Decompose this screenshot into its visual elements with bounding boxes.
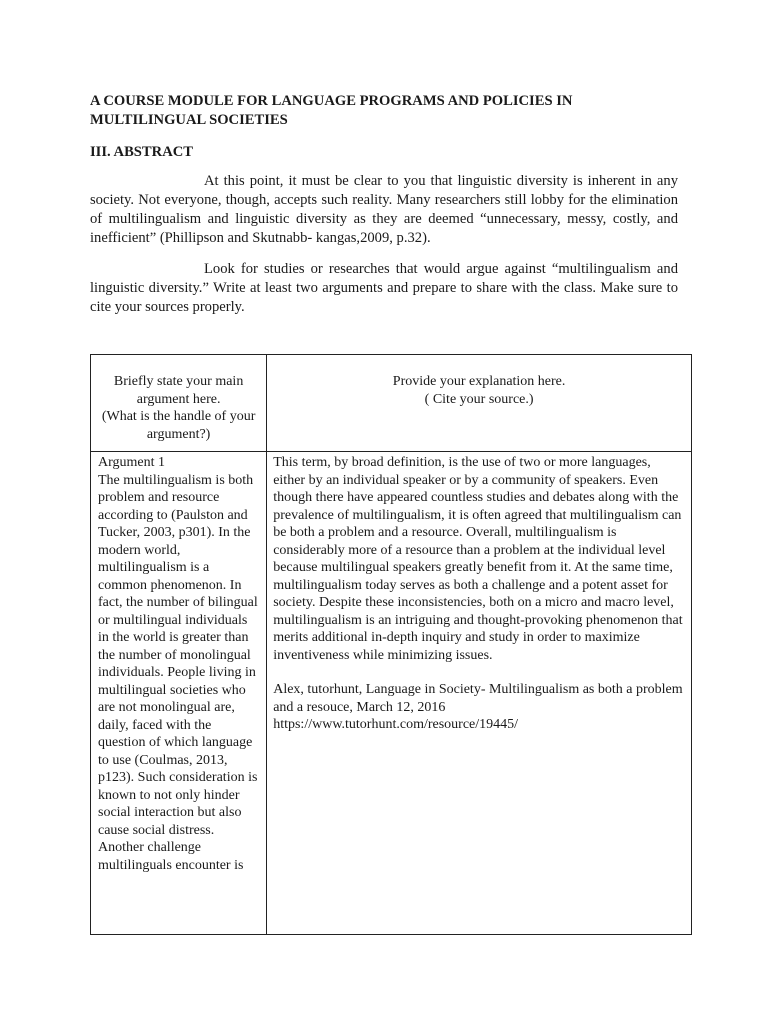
abstract-paragraph-1: At this point, it must be clear to you that linguistic diversity is inherent in any society. Not everyone, though, accepts such reality. Many researchers still lobby for the elimination of multilingualism and linguistic diversity as they are deemed “unnecessary, messy, costly, and inefficient” (Phillipson and Skutnabb- kangas,2009, p.32).	[90, 173, 678, 246]
section-heading: III. ABSTRACT	[90, 144, 194, 160]
abstract-paragraph-2: Look for studies or researches that would argue against “multilingualism and linguistic diversity.” Write at least two arguments and prepare to share with the class. Make sure to cite your sources properly.	[90, 261, 678, 315]
citation	[273, 681, 685, 734]
argument-label: Argument 1	[98, 455, 166, 470]
header-argument-text: Briefly state your main argument here.	[113, 374, 244, 407]
argument-cell[interactable]	[91, 452, 267, 935]
table-row	[91, 452, 692, 935]
title-line-2: MULTILINGUAL SOCIETIES	[90, 112, 288, 128]
citation-url: https://www.tutorhunt.com/resource/19445/	[273, 717, 519, 732]
table-header-row	[91, 355, 692, 452]
header-argument-hint: (What is the handle of your argument?)	[101, 409, 256, 442]
explanation-text: This term, by broad definition, is the use of two or more languages, either by an individual speaker or by a community of speakers. Even though there have appeared countless studies and debates along with the prevalence of multilingualism, it is often agreed that multilingualism can be both a problem and a resource. Overall, multilingualism is considerably more of a resource than a problem at the individual level because multilingual speakers greatly benefit from it. At the same time, multilingualism today serves as both a challenge and a potent asset for society. Despite these inconsistencies, both on a micro and macro level, multilingualism is an intriguing and thought-provoking phenomenon that merits additional in-depth inquiry and study in order to maximize inventiveness while minimizing issues.	[273, 455, 683, 663]
title-line-1: A COURSE MODULE FOR LANGUAGE PROGRAMS AND POLICIES IN	[90, 93, 573, 109]
citation-source: Alex, tutorhunt, Language in Society- Multilingualism as both a problem and a resouce, March 12, 2016	[273, 682, 683, 715]
document-title	[90, 92, 678, 130]
header-argument-cell	[91, 355, 267, 452]
header-explanation-text: Provide your explanation here.	[392, 374, 566, 389]
document-page	[90, 92, 678, 317]
explanation-cell[interactable]	[267, 452, 692, 935]
header-explanation-hint: ( Cite your source.)	[424, 391, 534, 407]
header-explanation-cell	[267, 355, 692, 452]
argument-table	[90, 354, 692, 935]
argument-text: The multilingualism is both problem and resource according to (Paulston and Tucker, 2003, p301). In the modern world, multilingualism is a common phenomenon. In fact, the number of bilingual or multilingual individuals in the world is greater than the number of monolingual individuals. People living in multilingual societies who are not monolingual are, daily, faced with the question of which language to use (Coulmas, 2013, p123). Such consideration is known to not only hinder social interaction but also cause social distress. Another challenge multilinguals encounter is	[98, 472, 258, 873]
